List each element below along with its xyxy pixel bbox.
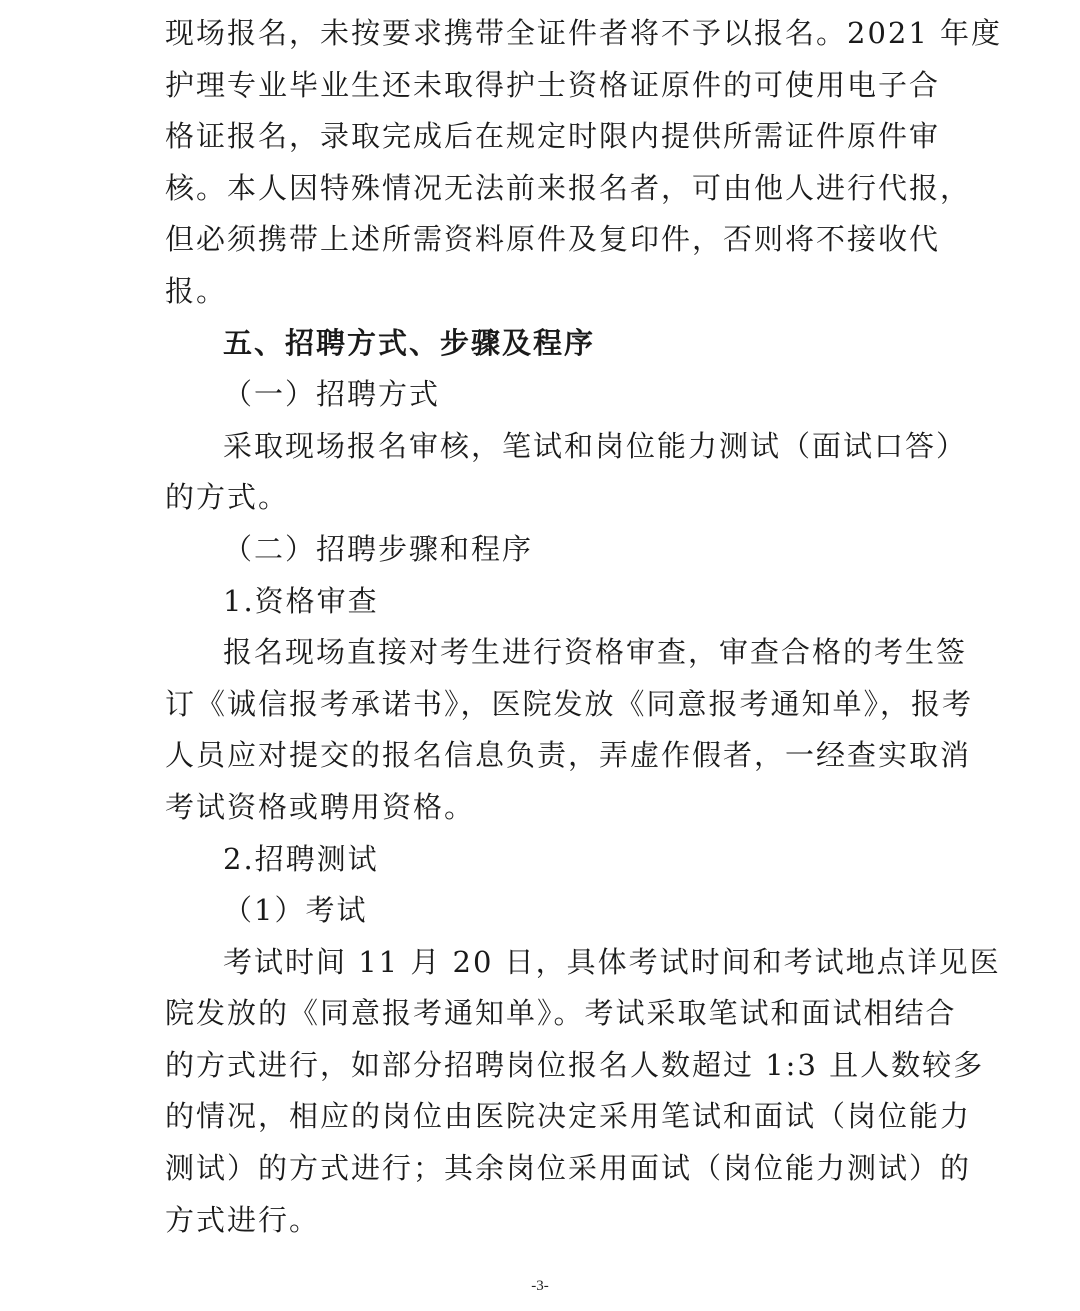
- text-line: 现场报名，未按要求携带全证件者将不予以报名。2021 年度: [165, 16, 1003, 50]
- step-heading-review: 1.资格审查: [223, 583, 379, 618]
- text-line: 格证报名，录取完成后在规定时限内提供所需证件原件审: [165, 119, 941, 154]
- text-line: 报。: [165, 273, 228, 308]
- paragraph-review: [165, 627, 974, 833]
- text-line: 订《诚信报考承诺书》，医院发放《同意报考通知单》，报考: [165, 686, 974, 721]
- text-line: 考试资格或聘用资格。: [165, 789, 476, 824]
- text-line: 核。本人因特殊情况无法前来报名者，可由他人进行代报，: [165, 170, 972, 205]
- subsection-heading-steps: （二）招聘步骤和程序: [223, 531, 534, 566]
- paragraph-registration: [165, 8, 1003, 318]
- step-heading-test: 2.招聘测试: [223, 841, 379, 876]
- text-line: 人员应对提交的报名信息负责，弄虚作假者，一经查实取消: [165, 738, 972, 773]
- step-subheading-exam: （1）考试: [223, 893, 368, 928]
- page-number: -3-: [531, 1278, 549, 1294]
- text-line: 考试时间 11 月 20 日，具体考试时间和考试地点详见医: [223, 944, 1001, 979]
- text-line: 报名现场直接对考生进行资格审查，审查合格的考生签: [223, 635, 968, 670]
- text-line: 的情况，相应的岗位由医院决定采用笔试和面试（岗位能力: [165, 1099, 972, 1134]
- subsection-heading-method: （一）招聘方式: [223, 377, 441, 412]
- text-line: 的方式。: [165, 480, 290, 515]
- text-line: 院发放的《同意报考通知单》。考试采取笔试和面试相结合: [165, 996, 957, 1031]
- text-line: 但必须携带上述所需资料原件及复印件，否则将不接收代: [165, 222, 941, 257]
- document-page: [165, 8, 1003, 1246]
- text-line: 测试）的方式进行；其余岗位采用面试（岗位能力测试）的: [165, 1151, 972, 1186]
- text-line: 的方式进行，如部分招聘岗位报名人数超过 1:3 且人数较多: [165, 1047, 985, 1082]
- paragraph-method: [165, 421, 968, 524]
- section-heading-5: 五、招聘方式、步骤及程序: [223, 325, 596, 360]
- paragraph-exam: [165, 937, 1001, 1247]
- text-line: 方式进行。: [165, 1202, 321, 1237]
- text-line: 采取现场报名审核，笔试和岗位能力测试（面试口答）: [223, 428, 968, 463]
- text-line: 护理专业毕业生还未取得护士资格证原件的可使用电子合: [165, 67, 941, 102]
